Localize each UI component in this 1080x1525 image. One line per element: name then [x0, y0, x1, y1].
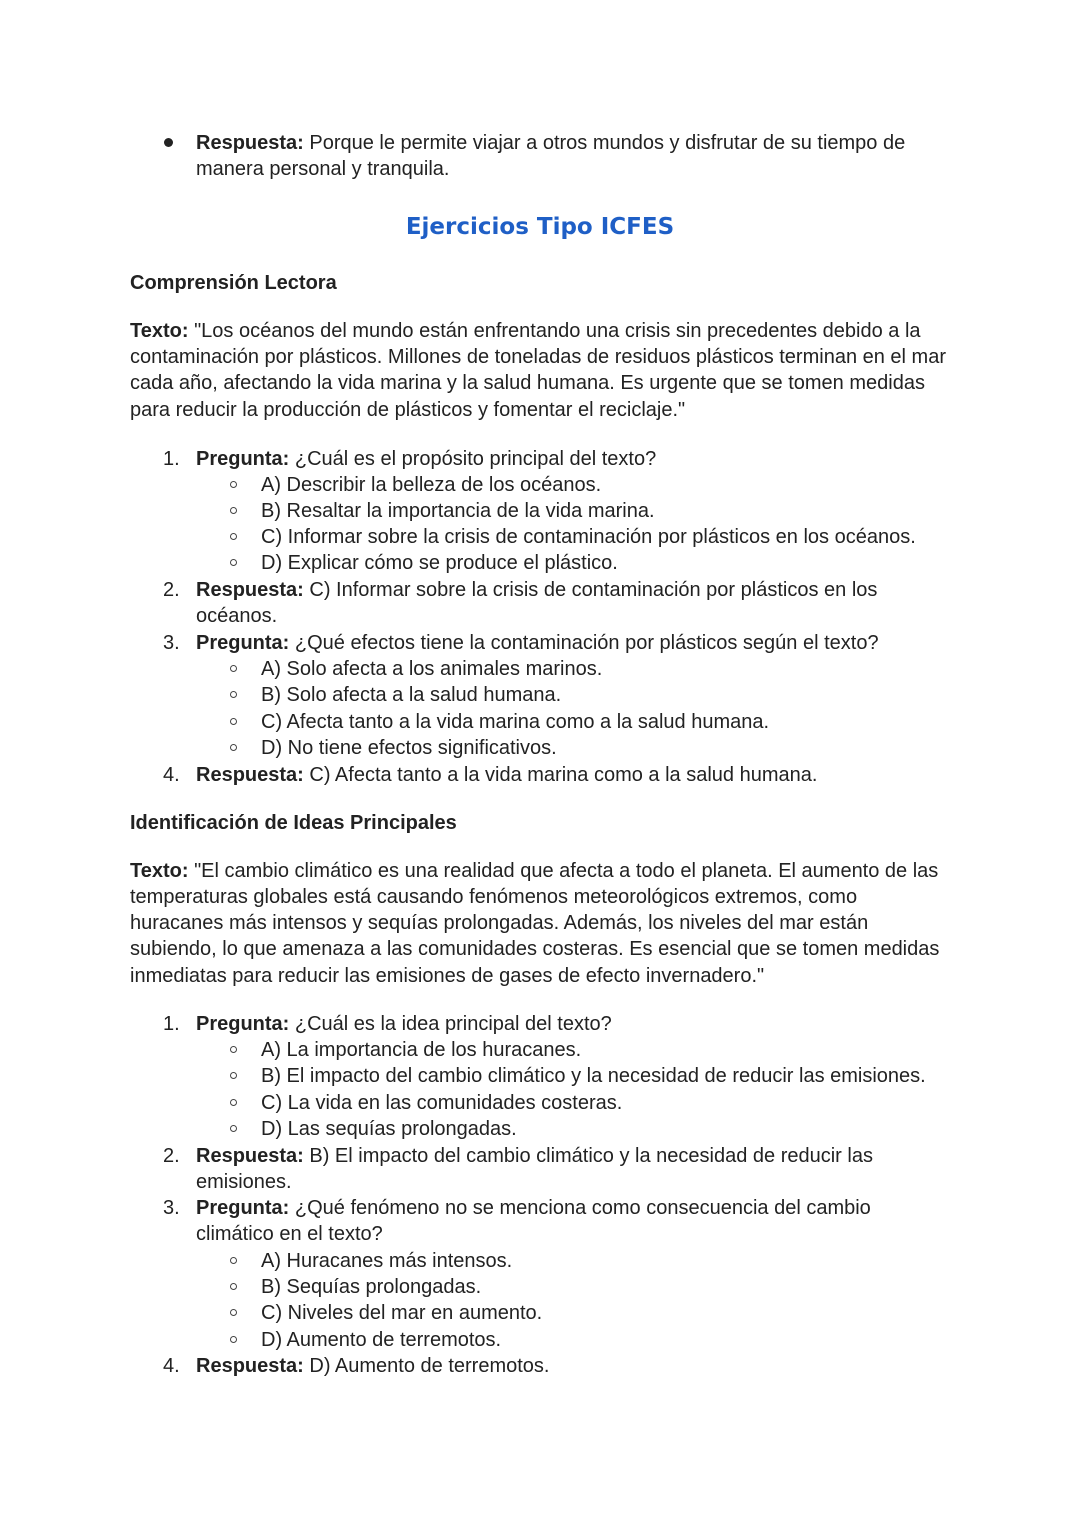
page-title: Ejercicios Tipo ICFES	[405, 214, 675, 240]
passage-line: Texto: "Los océanos del mundo están enfrentando una crisis sin precedentes debido a la	[130, 320, 921, 342]
option-item: D) No tiene efectos significativos.	[261, 737, 557, 759]
option-item: B) El impacto del cambio climático y la necesidad de reducir las emisiones.	[261, 1065, 926, 1087]
circle-bullet-icon	[230, 559, 237, 566]
list-number: 2.	[163, 1145, 180, 1167]
circle-bullet-icon	[230, 744, 237, 751]
option-item: C) La vida en las comunidades costeras.	[261, 1092, 623, 1114]
passage-line: cada año, afectando la vida marina y la salud humana. Es urgente que se tomen medidas	[130, 372, 925, 394]
top-bullet-line-2: manera personal y tranquila.	[196, 158, 450, 180]
top-bullet-line-1: Respuesta: Porque le permite viajar a otros mundos y disfrutar de su tiempo de	[196, 132, 906, 154]
question-line: Pregunta: ¿Qué efectos tiene la contaminación por plásticos según el texto?	[196, 632, 879, 654]
option-item: D) Explicar cómo se produce el plástico.	[261, 552, 618, 574]
option-item: A) Huracanes más intensos.	[261, 1250, 513, 1272]
circle-bullet-icon	[230, 1046, 237, 1053]
circle-bullet-icon	[230, 507, 237, 514]
passage-line: huracanes más intensos y sequías prolongadas. Además, los niveles del mar están	[130, 912, 869, 934]
circle-bullet-icon	[230, 1257, 237, 1264]
question-line: Pregunta: ¿Qué fenómeno no se menciona como consecuencia del cambio	[196, 1197, 871, 1219]
option-item: A) La importancia de los huracanes.	[261, 1039, 582, 1061]
option-item: B) Resaltar la importancia de la vida marina.	[261, 500, 655, 522]
option-item: C) Informar sobre la crisis de contaminación por plásticos en los océanos.	[261, 526, 916, 548]
list-number: 3.	[163, 632, 180, 654]
list-number: 1.	[163, 448, 180, 470]
circle-bullet-icon	[230, 718, 237, 725]
section-heading: Identificación de Ideas Principales	[130, 812, 457, 834]
question-line: Pregunta: ¿Cuál es la idea principal del texto?	[196, 1013, 612, 1035]
option-item: B) Sequías prolongadas.	[261, 1276, 482, 1298]
option-item: A) Solo afecta a los animales marinos.	[261, 658, 603, 680]
passage-line: Texto: "El cambio climático es una realidad que afecta a todo el planeta. El aumento de las	[130, 860, 939, 882]
circle-bullet-icon	[230, 665, 237, 672]
circle-bullet-icon	[230, 481, 237, 488]
answer-line-continued: océanos.	[196, 605, 278, 627]
answer-line-continued: emisiones.	[196, 1171, 292, 1193]
answer-line: Respuesta: D) Aumento de terremotos.	[196, 1355, 550, 1377]
answer-line: Respuesta: B) El impacto del cambio climático y la necesidad de reducir las	[196, 1145, 873, 1167]
section-heading: Comprensión Lectora	[130, 272, 337, 294]
circle-bullet-icon	[230, 1336, 237, 1343]
list-number: 1.	[163, 1013, 180, 1035]
list-number: 4.	[163, 1355, 180, 1377]
circle-bullet-icon	[230, 1309, 237, 1316]
option-item: D) Las sequías prolongadas.	[261, 1118, 517, 1140]
option-item: A) Describir la belleza de los océanos.	[261, 474, 602, 496]
circle-bullet-icon	[230, 533, 237, 540]
circle-bullet-icon	[230, 1125, 237, 1132]
list-number: 3.	[163, 1197, 180, 1219]
option-item: B) Solo afecta a la salud humana.	[261, 684, 562, 706]
passage-line: temperaturas globales está causando fenómenos meteorológicos extremos, como	[130, 886, 858, 908]
circle-bullet-icon	[230, 1099, 237, 1106]
circle-bullet-icon	[230, 1072, 237, 1079]
list-number: 2.	[163, 579, 180, 601]
answer-line: Respuesta: C) Afecta tanto a la vida marina como a la salud humana.	[196, 764, 818, 786]
answer-line: Respuesta: C) Informar sobre la crisis de contaminación por plásticos en los	[196, 579, 878, 601]
passage-line: subiendo, lo que amenaza a las comunidades costeras. Es esencial que se tomen medidas	[130, 938, 940, 960]
option-item: D) Aumento de terremotos.	[261, 1329, 502, 1351]
circle-bullet-icon	[230, 1283, 237, 1290]
passage-line: inmediatas para reducir las emisiones de gases de efecto invernadero."	[130, 965, 765, 987]
circle-bullet-icon	[230, 691, 237, 698]
bullet-icon	[164, 138, 173, 147]
passage-line: para reducir la producción de plásticos y fomentar el reciclaje."	[130, 399, 686, 421]
option-item: C) Niveles del mar en aumento.	[261, 1302, 543, 1324]
option-item: C) Afecta tanto a la vida marina como a la salud humana.	[261, 711, 770, 733]
question-line: Pregunta: ¿Cuál es el propósito principal del texto?	[196, 448, 657, 470]
list-number: 4.	[163, 764, 180, 786]
question-line-continued: climático en el texto?	[196, 1223, 383, 1245]
passage-line: contaminación por plásticos. Millones de toneladas de residuos plásticos terminan en el mar	[130, 346, 946, 368]
